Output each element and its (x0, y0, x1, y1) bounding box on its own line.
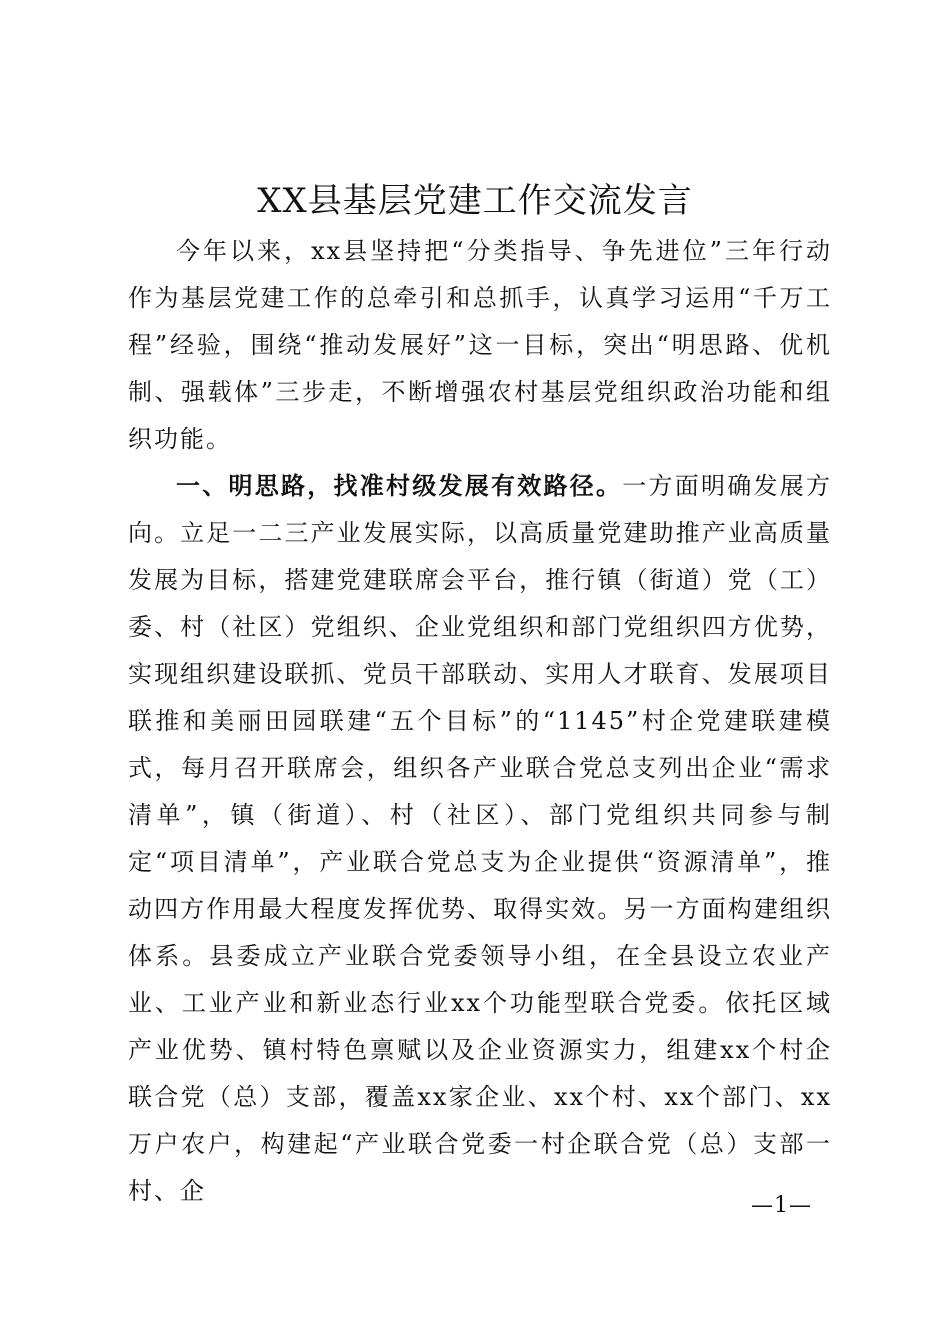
page-number: —1— (751, 1193, 812, 1218)
section-1-text: 一方面明确发展方向。立足一二三产业发展实际，以高质量党建助推产业高质量发展为目标，搭建党建联席会平台，推行镇（街道）党（工）委、村（社区）党组织、企业党组织和部门党组织四方优势，实现组织建设联抓、党员干部联动、实用人才联育、发展项目联推和美丽田园联建“五个目标”的“1145”村企党建联建模式，每月召开联席会，组织各产业联合党总支列出企业“需求清单”，镇（街道）、村（社区）、部门党组织共同参与制定“项目清单”，产业联合党总支为企业提供“资源清单”，推动四方作用最大程度发挥优势、取得实效。另一方面构建组织体系。县委成立产业联合党委领导小组，在全县设立农业产业、工业产业和新业态行业xx个功能型联合党委。依托区域产业优势、镇村特色禀赋以及企业资源实力，组建xx个村企联合党（总）支部，覆盖xx家企业、xx个村、xx个部门、xx万户农户，构建起“产业联合党委一村企联合党（总）支部一村、企 (128, 472, 832, 1205)
section-1-paragraph (128, 463, 832, 1215)
section-1-heading: 一、明思路，找准村级发展有效路径。 (176, 472, 623, 500)
document-title: XX县基层党建工作交流发言 (257, 181, 693, 221)
intro-paragraph: 今年以来，xx县坚持把“分类指导、争先进位”三年行动作为基层党建工作的总牵引和总抓手，认真学习运用“千万工程”经验，围绕“推动发展好”这一目标，突出“明思路、优机制、强载体”三步走，不断增强农村基层党组织政治功能和组织功能。 (128, 237, 832, 453)
document-body (128, 228, 832, 1215)
